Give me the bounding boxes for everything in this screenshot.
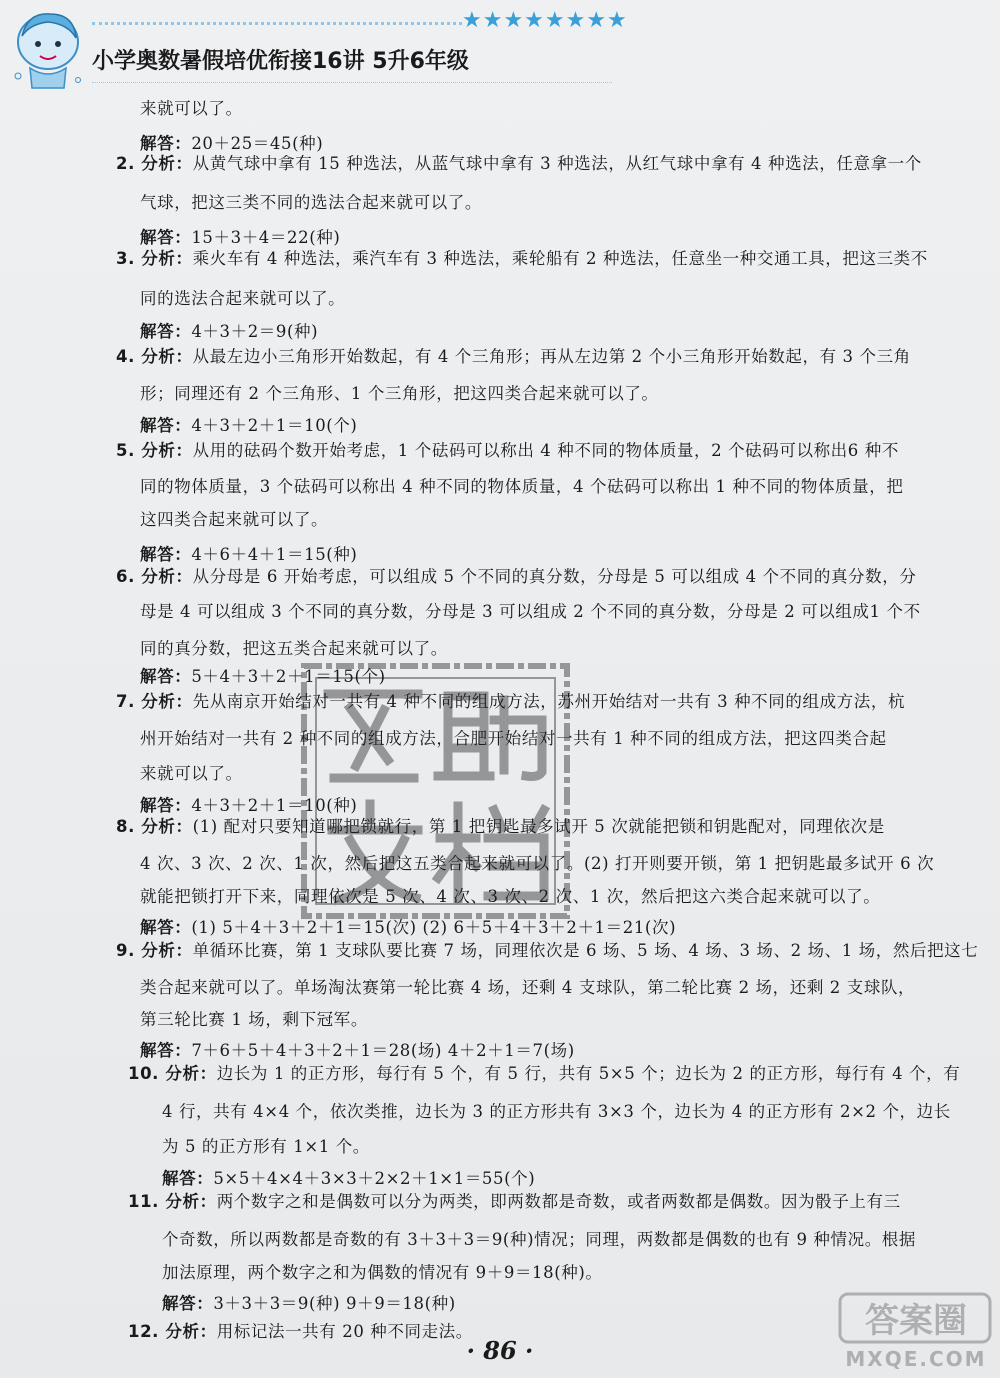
header-stars: ★★★★★★★★: [462, 8, 628, 33]
analysis-text: 从黄气球中拿有 15 种选法，从蓝气球中拿有 3 种选法，从红气球中拿有 4 种选法，任意拿一个: [192, 154, 922, 173]
header-dotted-line: [92, 22, 462, 25]
answer-label: 解答：: [140, 134, 192, 153]
watermark-logo-text: 答案圈: [865, 1301, 967, 1341]
stamp-watermark: [298, 660, 573, 922]
analysis-label: 分析：: [141, 941, 193, 960]
question-number: 2.: [116, 154, 142, 173]
answer-text: 4＋3＋2＝9(种): [191, 322, 319, 341]
question-number: 4.: [116, 347, 142, 366]
answer-label: 解答：: [140, 1041, 192, 1060]
analysis-continuation: 这四类合起来就可以了。: [140, 510, 329, 529]
answer-line: [140, 1037, 575, 1061]
analysis-label: 分析：: [165, 1064, 217, 1083]
answer-label: 解答：: [140, 322, 192, 341]
watermark-logo-url: MXQE.COM: [845, 1347, 987, 1371]
answer-text: 3＋3＋3＝9(种) 9＋9＝18(种): [213, 1294, 456, 1313]
answer-text: 4＋6＋4＋1＝15(种): [191, 545, 358, 564]
answer-line: [140, 541, 357, 565]
analysis-label: 分析：: [141, 692, 193, 711]
analysis-label: 分析：: [141, 249, 193, 268]
analysis-text: 乘火车有 4 种选法，乘汽车有 3 种选法，乘轮船有 2 种选法，任意坐一种交通工具，把这三类不: [192, 249, 928, 268]
analysis-continuation: 4 行，共有 4×4 个，依次类推，边长为 3 的正方形共有 3×3 个，边长为 4 的正方形有 2×2 个，边长: [162, 1102, 951, 1121]
question-2-analysis: [116, 150, 922, 174]
answer-label: 解答：: [162, 1169, 214, 1188]
question-number: 6.: [116, 567, 142, 586]
analysis-label: 分析：: [165, 1322, 217, 1341]
question-number: 9.: [116, 941, 142, 960]
answer-line: [140, 318, 318, 342]
analysis-continuation: 来就可以了。: [140, 99, 243, 118]
answer-line: [162, 1290, 456, 1314]
analysis-continuation: 类合起来就可以了。单场淘汰赛第一轮比赛 4 场，还剩 4 支球队，第二轮比赛 2 场，还剩 2 支球队，: [140, 978, 916, 997]
analysis-text: 从用的砝码个数开始考虑，1 个砝码可以称出 4 种不同的物体质量，2 个砝码可以称出6 种不: [192, 441, 899, 460]
answer-text: 5×5＋4×4＋3×3＋2×2＋1×1＝55(个): [213, 1169, 536, 1188]
answer-label: 解答：: [140, 667, 192, 686]
question-9-analysis: [116, 937, 978, 961]
analysis-label: 分析：: [141, 567, 193, 586]
analysis-text: 两个数字之和是偶数可以分为两类，即两数都是奇数，或者两数都是偶数。因为骰子上有三: [216, 1192, 901, 1211]
analysis-continuation: 为 5 的正方形有 1×1 个。: [162, 1137, 370, 1156]
analysis-text: 先从南京开始结对一共有 4 种不同的组成方法，苏州开始结对一共有 3 种不同的组成方法，杭: [192, 692, 906, 711]
analysis-continuation: 气球，把这三类不同的选法合起来就可以了。: [140, 193, 482, 212]
answer-text: 4＋3＋2＋1＝10(个): [191, 416, 358, 435]
question-11-analysis: [128, 1188, 901, 1212]
answer-label: 解答：: [140, 545, 192, 564]
answer-text: 15＋3＋4＝22(种): [191, 228, 341, 247]
answer-text: 5＋4＋3＋2＋1＝15(个): [191, 667, 386, 686]
question-number: 12.: [128, 1322, 166, 1341]
analysis-text: 从最左边小三角形开始数起，有 4 个三角形；再从左边第 2 个小三角形开始数起，有 3 个三角: [192, 347, 911, 366]
analysis-continuation: 就能把锁打开下来，同理依次是 5 次、4 次、3 次、2 次、1 次，然后把这六类合起来就可以了。: [140, 887, 881, 906]
analysis-continuation: 形；同理还有 2 个三角形、1 个三角形，把这四类合起来就可以了。: [140, 384, 659, 403]
analysis-text: 用标记法一共有 20 种不同走法。: [216, 1322, 473, 1341]
analysis-label: 分析：: [141, 441, 193, 460]
analysis-label: 分析：: [141, 347, 193, 366]
analysis-label: 分析：: [141, 817, 193, 836]
question-number: 5.: [116, 441, 142, 460]
mascot-illustration: [8, 6, 86, 92]
question-number: 8.: [116, 817, 142, 836]
answer-line: [162, 1165, 535, 1189]
answer-text: 20＋25＝45(种): [191, 134, 324, 153]
analysis-continuation: 同的真分数，把这五类合起来就可以了。: [140, 639, 448, 658]
answer-text: 7＋6＋5＋4＋3＋2＋1＝28(场) 4＋2＋1＝7(场): [191, 1041, 575, 1060]
answer-label: 解答：: [162, 1294, 214, 1313]
analysis-text: 单循环比赛，第 1 支球队要比赛 7 场，同理依次是 6 场、5 场、4 场、3 场、2 场、1 场，然后把这七: [192, 941, 979, 960]
analysis-continuation: 母是 4 可以组成 3 个不同的真分数，分母是 3 可以组成 2 个不同的真分数，分母是 2 可以组成1 个不: [140, 602, 921, 621]
analysis-continuation: 州开始结对一共有 2 种不同的组成方法，合肥开始结对一共有 1 种不同的组成方法，把这四类合起: [140, 729, 887, 748]
question-5-analysis: [116, 437, 899, 461]
analysis-continuation: 来就可以了。: [140, 764, 243, 783]
watermark-logo: [838, 1290, 994, 1372]
question-12-analysis: [128, 1318, 473, 1342]
analysis-continuation: 4 次、3 次、2 次、1 次，然后把这五类合起来就可以了。(2) 打开则要开锁，第 1 把钥匙最多试开 6 次: [140, 854, 935, 873]
analysis-text: (1) 配对只要知道哪把锁就行，第 1 把钥匙最多试开 5 次就能把锁和钥匙配对，同理依次是: [192, 817, 885, 836]
header-title: 小学奥数暑假培优衔接16讲 5升6年级: [92, 49, 469, 74]
question-number: 10.: [128, 1064, 166, 1083]
answer-label: 解答：: [140, 796, 192, 815]
analysis-text: 从分母是 6 开始考虑，可以组成 5 个不同的真分数，分母是 5 可以组成 4 个不同的真分数，分: [192, 567, 917, 586]
question-10-analysis: [128, 1060, 960, 1084]
analysis-text: 边长为 1 的正方形，每行有 5 个，有 5 行，共有 5×5 个；边长为 2 的正方形，每行有 4 个，有: [216, 1064, 961, 1083]
analysis-continuation: 同的选法合起来就可以了。: [140, 289, 346, 308]
analysis-continuation: 第三轮比赛 1 场，剩下冠军。: [140, 1010, 368, 1029]
analysis-continuation: 同的物体质量，3 个砝码可以称出 4 种不同的物体质量，4 个砝码可以称出 1 种不同的物体质量，把: [140, 477, 904, 496]
analysis-continuation: 加法原理，两个数字之和为偶数的情况有 9＋9＝18(种)。: [162, 1263, 603, 1282]
question-number: 11.: [128, 1192, 166, 1211]
page-number: · 86 ·: [466, 1336, 534, 1365]
answer-label: 解答：: [140, 416, 192, 435]
analysis-label: 分析：: [141, 154, 193, 173]
analysis-continuation: 个奇数，所以两数都是奇数的有 3＋3＋3＝9(种)情况；同理，两数都是偶数的也有 9 种情况。根据: [162, 1230, 916, 1249]
answer-label: 解答：: [140, 228, 192, 247]
analysis-label: 分析：: [165, 1192, 217, 1211]
question-3-analysis: [116, 245, 928, 269]
question-number: 7.: [116, 692, 142, 711]
answer-line: [140, 412, 357, 436]
answer-text: 4＋3＋2＋1＝10(种): [191, 796, 358, 815]
question-4-analysis: [116, 343, 911, 367]
question-6-analysis: [116, 563, 916, 587]
answer-text: (1) 5＋4＋3＋2＋1＝15(次) (2) 6＋5＋4＋3＋2＋1＝21(次): [191, 918, 677, 937]
answer-label: 解答：: [140, 918, 192, 937]
header-rule: [92, 82, 612, 83]
question-number: 3.: [116, 249, 142, 268]
